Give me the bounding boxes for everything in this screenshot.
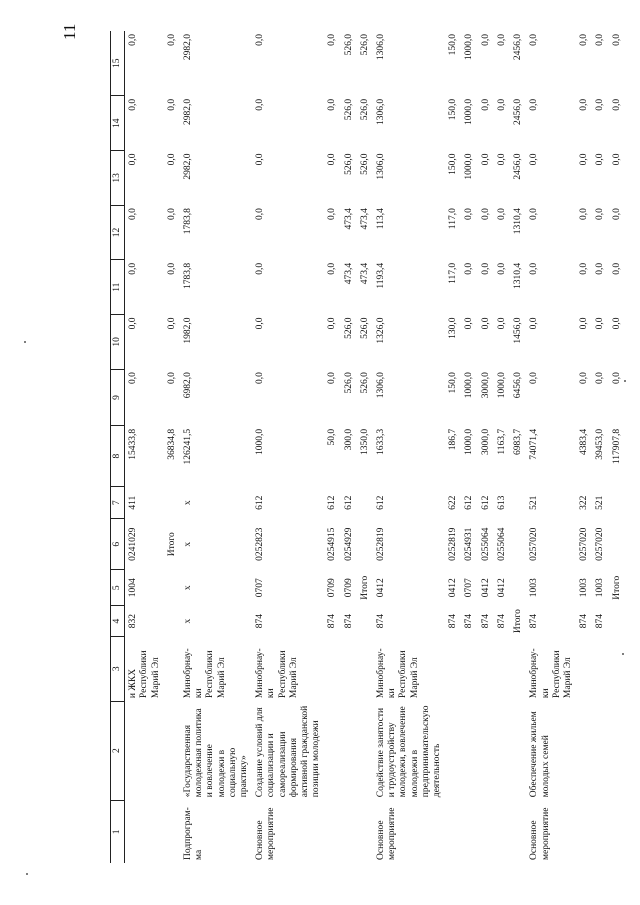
amount-cell: 0,0 <box>611 34 622 46</box>
grbs-cell: 874 <box>343 614 354 629</box>
amount-cell: 74071,4 <box>529 428 540 460</box>
amount-cell: 2982,0 <box>183 98 194 125</box>
amount-cell: 0,0 <box>579 34 590 46</box>
table-row <box>576 31 592 863</box>
amount-cell: 0,0 <box>595 98 606 111</box>
amount-cell: 6456,0 <box>513 372 524 399</box>
executor-cell <box>164 636 180 701</box>
program-level-cell <box>478 800 494 863</box>
amount-cell: 1163,7 <box>496 428 507 455</box>
amount-cell: 1326,0 <box>376 317 387 344</box>
amount-cell: 0,0 <box>579 262 590 275</box>
vr-cell: 322 <box>579 495 590 510</box>
csr-cell: 0257020 <box>595 527 606 561</box>
scan-speck <box>26 873 28 875</box>
grbs-cell: 874 <box>327 614 338 629</box>
table-row <box>180 31 252 863</box>
rz-pr-cell: 0412 <box>448 578 459 598</box>
header-cell: 7 <box>111 487 125 519</box>
amount-cell: 0,0 <box>128 208 139 221</box>
amount-cell: 0,0 <box>166 317 177 330</box>
grbs-cell: 874 <box>529 614 540 629</box>
csr-cell: 0252819 <box>376 527 387 561</box>
header-row <box>111 31 125 863</box>
header-cell: 2 <box>111 701 125 800</box>
csr-cell <box>357 519 373 570</box>
program-level-cell <box>125 800 164 863</box>
header-cell: 13 <box>111 151 125 206</box>
rz-pr-cell: 0412 <box>496 578 507 598</box>
vr-cell: 612 <box>464 495 475 510</box>
rz-pr-cell: 0709 <box>343 578 354 598</box>
amount-cell: 1000,0 <box>496 372 507 399</box>
amount-cell: 0,0 <box>255 208 266 221</box>
amount-cell: 2456,0 <box>513 153 524 180</box>
name-cell <box>357 701 373 800</box>
name-cell <box>478 701 494 800</box>
amount-cell: 0,0 <box>255 34 266 46</box>
executor-cell <box>609 636 625 701</box>
name-cell <box>592 701 608 800</box>
amount-cell: 1306,0 <box>376 153 387 180</box>
name-cell: Создание условий для социализации и самореализации формирования активной гражданской позиции молодежи <box>255 705 322 798</box>
program-level-cell <box>164 800 180 863</box>
amount-cell: 186,7 <box>448 428 459 451</box>
executor-cell <box>357 636 373 701</box>
executor-cell <box>478 636 494 701</box>
grbs-cell: х <box>183 618 194 624</box>
program-level-cell <box>576 800 592 863</box>
vr-cell: 411 <box>128 495 139 510</box>
csr-cell <box>510 519 526 570</box>
table-row <box>373 31 445 863</box>
amount-cell: 0,0 <box>480 153 491 166</box>
table-body <box>125 31 625 863</box>
name-cell <box>510 701 526 800</box>
amount-cell: 0,0 <box>327 98 338 111</box>
grbs-cell: 874 <box>464 614 475 629</box>
amount-cell: 526,0 <box>359 153 370 175</box>
amount-cell: 0,0 <box>579 208 590 221</box>
amount-cell: 150,0 <box>448 34 459 56</box>
program-level-cell <box>592 800 608 863</box>
program-level-cell: Подпрограм-ма <box>183 807 205 860</box>
amount-cell: 0,0 <box>496 34 507 46</box>
program-level-cell <box>445 800 461 863</box>
header-cell: 15 <box>111 31 125 96</box>
amount-cell: 130,0 <box>448 317 459 339</box>
amount-cell: 0,0 <box>128 153 139 166</box>
amount-cell: 0,0 <box>611 208 622 221</box>
rz-pr-cell: х <box>183 585 194 591</box>
amount-cell: 0,0 <box>611 317 622 330</box>
amount-cell: 0,0 <box>611 153 622 166</box>
executor-cell <box>324 636 340 701</box>
rz-pr-cell: 0709 <box>327 578 338 598</box>
amount-cell: 0,0 <box>255 317 266 330</box>
scan-speck <box>622 653 624 655</box>
amount-cell: 1193,4 <box>376 262 387 289</box>
amount-cell: 1306,0 <box>376 98 387 125</box>
name-cell <box>341 701 357 800</box>
amount-cell: 4383,4 <box>579 428 590 455</box>
name-cell <box>494 701 510 800</box>
amount-cell: 1982,0 <box>183 317 194 344</box>
amount-cell: 1000,0 <box>464 153 475 180</box>
header-cell: 1 <box>111 800 125 863</box>
amount-cell: 0,0 <box>255 153 266 166</box>
csr-cell: 0252819 <box>448 527 459 561</box>
amount-cell: 0,0 <box>327 372 338 385</box>
amount-cell: 0,0 <box>595 317 606 330</box>
amount-cell: 0,0 <box>327 34 338 46</box>
executor-cell: Минобрнау-ки Республики Марий Эл <box>183 648 227 699</box>
amount-cell: 0,0 <box>480 262 491 275</box>
program-level-cell <box>341 800 357 863</box>
executor-cell: Минобрнау-ки Республики Марий Эл <box>529 648 573 699</box>
amount-cell: 0,0 <box>529 262 540 275</box>
header-cell: 12 <box>111 205 125 260</box>
amount-cell: 126241,5 <box>183 428 194 465</box>
name-cell <box>445 701 461 800</box>
amount-cell: 6983,7 <box>513 428 524 455</box>
csr-cell <box>609 519 625 570</box>
table-row <box>357 31 373 863</box>
amount-cell: 0,0 <box>496 153 507 166</box>
vr-cell: 612 <box>327 495 338 510</box>
amount-cell: 0,0 <box>579 153 590 166</box>
amount-cell: 1000,0 <box>464 34 475 61</box>
csr-cell: 0254929 <box>343 527 354 561</box>
amount-cell: 0,0 <box>611 372 622 385</box>
amount-cell: 0,0 <box>166 34 177 46</box>
amount-cell: 1310,4 <box>513 208 524 235</box>
name-cell <box>576 701 592 800</box>
table-row <box>164 31 180 863</box>
table-row <box>510 31 526 863</box>
rz-pr-cell: 0707 <box>464 578 475 598</box>
amount-cell: 0,0 <box>128 372 139 385</box>
amount-cell: 1783,8 <box>183 262 194 289</box>
amount-cell: 0,0 <box>496 262 507 275</box>
program-level-cell <box>357 800 373 863</box>
name-cell: Обеспечение жильем молодых семей <box>529 711 551 798</box>
amount-cell: 0,0 <box>480 208 491 221</box>
executor-cell <box>576 636 592 701</box>
amount-cell: 15433,8 <box>128 428 139 460</box>
amount-cell: 0,0 <box>496 317 507 330</box>
scan-speck <box>624 380 626 382</box>
header-cell: 6 <box>111 519 125 570</box>
amount-cell: 150,0 <box>448 372 459 394</box>
rz-pr-cell <box>164 570 180 606</box>
vr-cell: х <box>183 500 194 506</box>
amount-cell: 0,0 <box>529 317 540 330</box>
amount-cell: 0,0 <box>529 98 540 111</box>
table-row <box>592 31 608 863</box>
amount-cell: 0,0 <box>611 98 622 111</box>
rz-pr-cell: Итого <box>359 575 370 600</box>
program-level-cell <box>510 800 526 863</box>
amount-cell: 0,0 <box>166 153 177 166</box>
table-row <box>252 31 324 863</box>
grbs-cell <box>609 606 625 636</box>
table-row <box>461 31 477 863</box>
program-level-cell <box>324 800 340 863</box>
csr-cell: 0255064 <box>480 527 491 561</box>
grbs-cell: 874 <box>595 614 606 629</box>
header-cell: 11 <box>111 260 125 315</box>
rz-pr-cell: 0707 <box>255 578 266 598</box>
amount-cell: 1310,4 <box>513 262 524 289</box>
grbs-cell: 874 <box>255 614 266 629</box>
amount-cell: 6982,0 <box>183 372 194 399</box>
amount-cell: 473,4 <box>343 208 354 230</box>
amount-cell: 526,0 <box>359 317 370 339</box>
amount-cell: 0,0 <box>464 262 475 275</box>
grbs-cell <box>164 606 180 636</box>
rz-pr-cell: 0412 <box>480 578 491 598</box>
csr-cell: 0255064 <box>496 527 507 561</box>
amount-cell: 526,0 <box>359 372 370 394</box>
vr-cell: 622 <box>448 495 459 510</box>
program-level-cell <box>494 800 510 863</box>
vr-cell: 612 <box>343 495 354 510</box>
table-row <box>445 31 461 863</box>
name-cell <box>609 701 625 800</box>
rz-pr-cell <box>510 570 526 606</box>
rz-pr-cell: 1004 <box>128 578 139 598</box>
amount-cell: 526,0 <box>343 372 354 394</box>
executor-cell <box>510 636 526 701</box>
table-row <box>324 31 340 863</box>
name-cell: Содействие занятости и трудоустройству молодежи, вовлечение молодежи в предпринимательскую деятельность <box>376 705 443 798</box>
amount-cell: 3000,0 <box>480 372 491 399</box>
amount-cell: 1000,0 <box>255 428 266 455</box>
amount-cell: 0,0 <box>166 262 177 275</box>
amount-cell: 0,0 <box>255 98 266 111</box>
amount-cell: 0,0 <box>579 98 590 111</box>
amount-cell: 526,0 <box>343 317 354 339</box>
executor-cell <box>494 636 510 701</box>
header-cell: 14 <box>111 96 125 151</box>
rz-pr-cell: 1003 <box>529 578 540 598</box>
header-cell: 5 <box>111 570 125 606</box>
amount-cell: 150,0 <box>448 153 459 175</box>
rz-pr-cell: Итого <box>611 575 622 600</box>
amount-cell: 0,0 <box>255 262 266 275</box>
amount-cell: 150,0 <box>448 98 459 121</box>
executor-cell <box>341 636 357 701</box>
amount-cell: 0,0 <box>166 98 177 111</box>
amount-cell: 0,0 <box>496 98 507 111</box>
grbs-cell <box>357 606 373 636</box>
amount-cell: 1000,0 <box>464 372 475 399</box>
amount-cell: 526,0 <box>359 34 370 56</box>
amount-cell: 0,0 <box>464 317 475 330</box>
table-row <box>494 31 510 863</box>
header-cell: 8 <box>111 426 125 487</box>
amount-cell: 0,0 <box>166 208 177 221</box>
amount-cell: 526,0 <box>343 98 354 121</box>
amount-cell: 1000,0 <box>464 428 475 455</box>
amount-cell: 0,0 <box>327 262 338 275</box>
name-cell: «Государственная молодежная политика и вовлечение молодежи в социальную практику» <box>183 708 250 798</box>
name-cell <box>125 701 164 800</box>
grbs-cell: 874 <box>579 614 590 629</box>
amount-cell: 473,4 <box>359 262 370 285</box>
amount-cell: 0,0 <box>327 317 338 330</box>
amount-cell: 0,0 <box>595 153 606 166</box>
executor-cell: Минобрнау-ки Республики Марий Эл <box>376 648 420 699</box>
executor-cell: и ЖКХ Республики Марий Эл <box>128 650 161 699</box>
program-level-cell: Основное мероприятие <box>529 807 551 860</box>
amount-cell: 473,4 <box>359 208 370 230</box>
vr-cell <box>357 487 373 519</box>
amount-cell: 1000,0 <box>464 98 475 125</box>
amount-cell: 0,0 <box>255 372 266 385</box>
table-row <box>341 31 357 863</box>
executor-cell <box>592 636 608 701</box>
amount-cell: 2456,0 <box>513 34 524 61</box>
grbs-cell: Итого <box>513 609 524 634</box>
program-level-cell <box>461 800 477 863</box>
amount-cell: 0,0 <box>128 98 139 111</box>
table-row <box>526 31 576 863</box>
amount-cell: 0,0 <box>529 153 540 166</box>
amount-cell: 117907,8 <box>611 428 622 465</box>
vr-cell: 612 <box>376 495 387 510</box>
grbs-cell: 874 <box>376 614 387 629</box>
amount-cell: 0,0 <box>128 262 139 275</box>
header-cell: 10 <box>111 314 125 369</box>
amount-cell: 0,0 <box>480 34 491 46</box>
amount-cell: 1306,0 <box>376 34 387 61</box>
header-cell: 9 <box>111 369 125 426</box>
amount-cell: 0,0 <box>464 208 475 221</box>
table-row <box>125 31 164 863</box>
vr-cell: 613 <box>496 495 507 510</box>
amount-cell: 1350,0 <box>359 428 370 455</box>
amount-cell: 2982,0 <box>183 34 194 61</box>
amount-cell: 0,0 <box>579 317 590 330</box>
executor-cell: Минобрнау-ки Республики Марий Эл <box>255 648 299 699</box>
budget-table <box>110 31 625 863</box>
vr-cell <box>164 487 180 519</box>
csr-cell: 0254931 <box>464 527 475 561</box>
amount-cell: 0,0 <box>128 317 139 330</box>
rz-pr-cell: 0412 <box>376 578 387 598</box>
name-cell <box>461 701 477 800</box>
amount-cell: 0,0 <box>595 34 606 46</box>
table-row <box>478 31 494 863</box>
rz-pr-cell: 1003 <box>579 578 590 598</box>
amount-cell: 0,0 <box>595 208 606 221</box>
program-level-cell: Основное мероприятие <box>255 807 277 860</box>
amount-cell: 0,0 <box>529 208 540 221</box>
amount-cell: 39453,0 <box>595 428 606 460</box>
amount-cell: 0,0 <box>128 34 139 46</box>
amount-cell: 526,0 <box>343 34 354 56</box>
vr-cell: 521 <box>595 495 606 510</box>
grbs-cell: 832 <box>128 614 139 629</box>
amount-cell: 0,0 <box>595 372 606 385</box>
amount-cell: 36834,8 <box>166 428 177 460</box>
csr-cell: 0257020 <box>579 527 590 561</box>
csr-cell: х <box>183 541 194 547</box>
csr-cell: 0257020 <box>529 527 540 561</box>
amount-cell: 1633,3 <box>376 428 387 455</box>
amount-cell: 0,0 <box>529 372 540 385</box>
vr-cell <box>510 487 526 519</box>
amount-cell: 3000,0 <box>480 428 491 455</box>
name-cell <box>164 701 180 800</box>
header-cell: 3 <box>111 636 125 701</box>
amount-cell: 113,4 <box>376 208 387 230</box>
amount-cell: 1306,0 <box>376 372 387 399</box>
csr-cell: 0254915 <box>327 527 338 561</box>
header-cell: 4 <box>111 606 125 636</box>
executor-cell <box>445 636 461 701</box>
name-cell <box>324 701 340 800</box>
amount-cell: 300,0 <box>343 428 354 451</box>
amount-cell: 0,0 <box>166 372 177 385</box>
amount-cell: 526,0 <box>359 98 370 121</box>
vr-cell: 612 <box>480 495 491 510</box>
amount-cell: 0,0 <box>480 317 491 330</box>
amount-cell: 526,0 <box>343 153 354 175</box>
csr-cell: Итого <box>166 532 177 557</box>
amount-cell: 0,0 <box>327 153 338 166</box>
vr-cell: 612 <box>255 495 266 510</box>
amount-cell: 0,0 <box>327 208 338 221</box>
amount-cell: 0,0 <box>595 262 606 275</box>
amount-cell: 0,0 <box>496 208 507 221</box>
amount-cell: 50,0 <box>327 428 338 446</box>
amount-cell: 0,0 <box>579 372 590 385</box>
page-number: 11 <box>60 23 79 40</box>
amount-cell: 0,0 <box>611 262 622 275</box>
executor-cell <box>461 636 477 701</box>
csr-cell: 0241029 <box>128 527 139 561</box>
amount-cell: 1456,0 <box>513 317 524 344</box>
scan-speck <box>24 341 26 343</box>
vr-cell <box>609 487 625 519</box>
amount-cell: 473,4 <box>343 262 354 285</box>
amount-cell: 2982,0 <box>183 153 194 180</box>
amount-cell: 1783,8 <box>183 208 194 235</box>
amount-cell: 117,0 <box>448 208 459 230</box>
amount-cell: 0,0 <box>480 98 491 111</box>
amount-cell: 117,0 <box>448 262 459 284</box>
amount-cell: 2456,0 <box>513 98 524 125</box>
grbs-cell: 874 <box>448 614 459 629</box>
table-row <box>609 31 625 863</box>
vr-cell: 521 <box>529 495 540 510</box>
rz-pr-cell: 1003 <box>595 578 606 598</box>
program-level-cell: Основное мероприятие <box>376 807 398 860</box>
csr-cell: 0252823 <box>255 527 266 561</box>
grbs-cell: 874 <box>496 614 507 629</box>
program-level-cell <box>609 800 625 863</box>
grbs-cell: 874 <box>480 614 491 629</box>
amount-cell: 0,0 <box>529 34 540 46</box>
